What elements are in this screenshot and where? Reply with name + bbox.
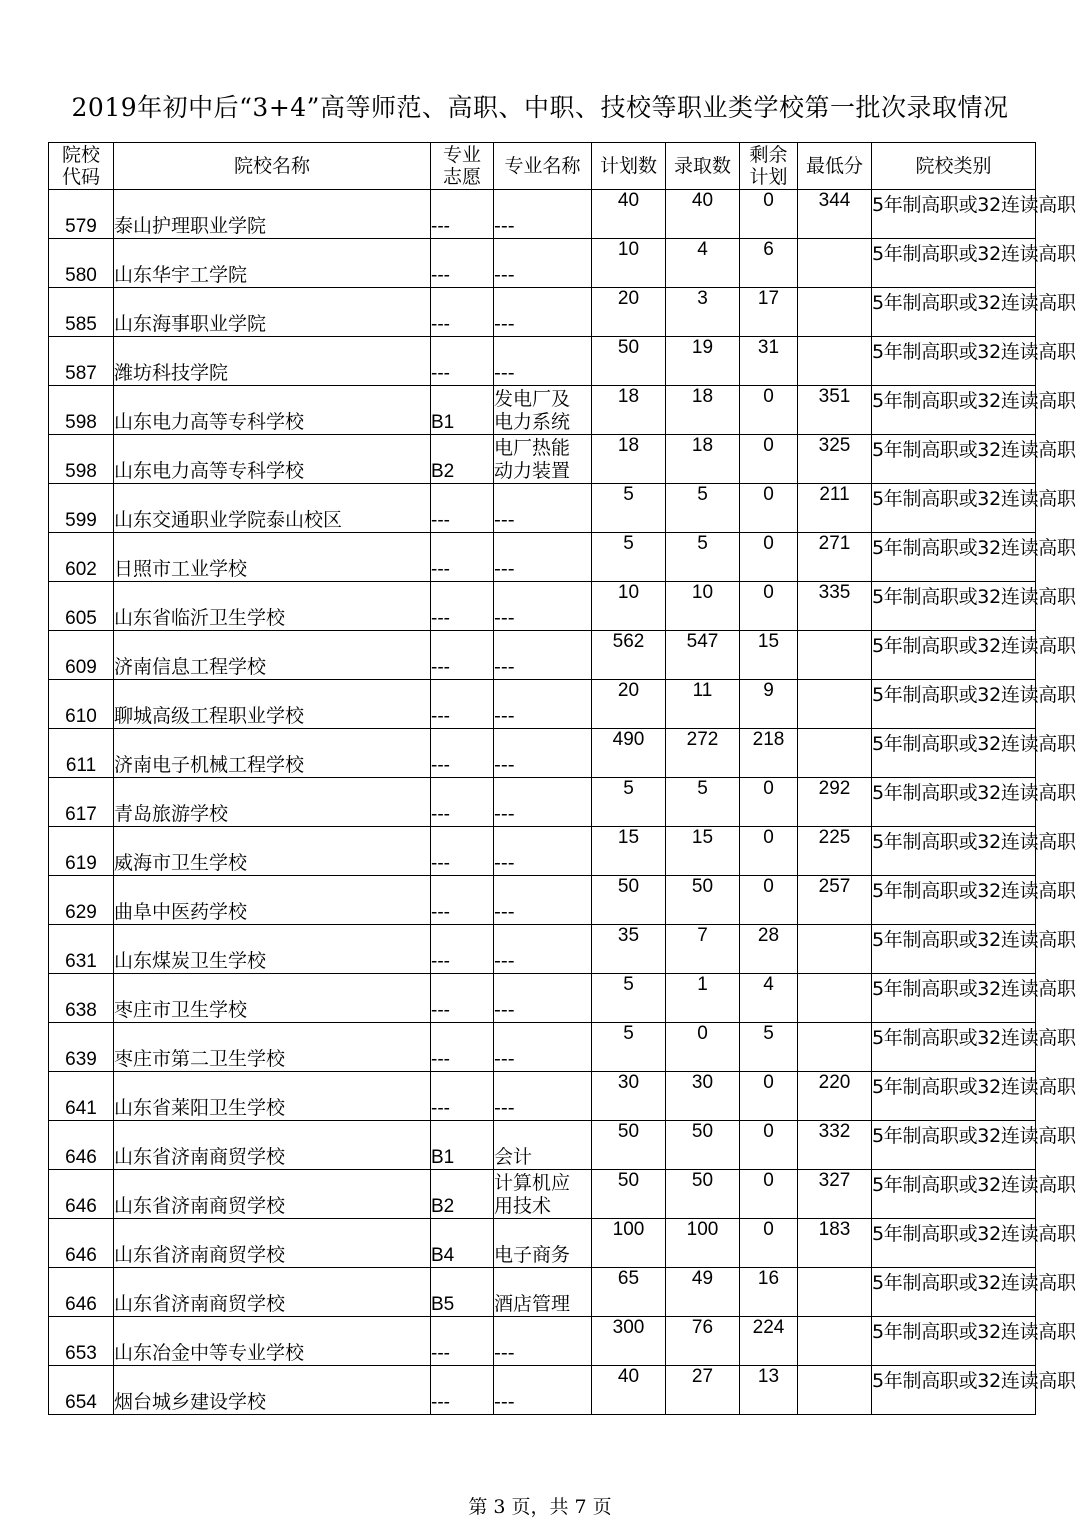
major-name-cell: --- [494,974,592,1023]
school-type-cell: 5年制高职或32连读高职 [872,1219,1036,1268]
major-choice-cell: --- [431,337,494,386]
plan-count-cell: 50 [592,876,666,925]
remaining-plan-cell: 9 [740,680,798,729]
plan-count-cell: 100 [592,1219,666,1268]
admitted-count-cell: 1 [666,974,740,1023]
school-code-cell: 646 [49,1268,114,1317]
major-choice-cell: B4 [431,1219,494,1268]
major-name-cell: --- [494,239,592,288]
major-choice-cell: --- [431,1072,494,1121]
school-name-cell: 青岛旅游学校 [114,778,431,827]
school-name-cell: 山东省济南商贸学校 [114,1268,431,1317]
major-choice-cell: --- [431,288,494,337]
school-code-cell: 587 [49,337,114,386]
school-name-cell: 山东电力高等专科学校 [114,435,431,484]
remaining-plan-cell: 4 [740,974,798,1023]
plan-count-cell: 50 [592,1170,666,1219]
remaining-plan-cell: 0 [740,190,798,239]
remaining-plan-cell: 0 [740,1072,798,1121]
remaining-plan-cell: 0 [740,827,798,876]
admitted-count-cell: 18 [666,386,740,435]
major-name-cell: --- [494,680,592,729]
min-score-cell: 211 [798,484,872,533]
school-type-cell: 5年制高职或32连读高职 [872,582,1036,631]
admitted-count-cell: 50 [666,1121,740,1170]
admitted-count-cell: 50 [666,876,740,925]
major-choice-cell: --- [431,533,494,582]
header-choice: 专业 志愿 [431,143,494,190]
school-name-cell: 枣庄市第二卫生学校 [114,1023,431,1072]
school-type-cell: 5年制高职或32连读高职 [872,1072,1036,1121]
school-name-cell: 山东电力高等专科学校 [114,386,431,435]
school-type-cell: 5年制高职或32连读高职 [872,876,1036,925]
school-code-cell: 602 [49,533,114,582]
school-type-cell: 5年制高职或32连读高职 [872,533,1036,582]
school-type-cell: 5年制高职或32连读高职 [872,435,1036,484]
admitted-count-cell: 4 [666,239,740,288]
major-name-cell: --- [494,337,592,386]
min-score-cell [798,680,872,729]
remaining-plan-cell: 17 [740,288,798,337]
major-name-cell: --- [494,631,592,680]
header-type: 院校类别 [872,143,1036,190]
min-score-cell: 225 [798,827,872,876]
school-code-cell: 585 [49,288,114,337]
table-row [49,533,1036,582]
major-choice-cell: B5 [431,1268,494,1317]
plan-count-cell: 10 [592,582,666,631]
plan-count-cell: 18 [592,386,666,435]
min-score-cell: 335 [798,582,872,631]
min-score-cell: 344 [798,190,872,239]
remaining-plan-cell: 0 [740,1121,798,1170]
min-score-cell: 327 [798,1170,872,1219]
school-name-cell: 山东省莱阳卫生学校 [114,1072,431,1121]
major-choice-cell: --- [431,778,494,827]
school-type-cell: 5年制高职或32连读高职 [872,1170,1036,1219]
school-type-cell: 5年制高职或32连读高职 [872,337,1036,386]
school-code-cell: 598 [49,386,114,435]
major-name-cell: --- [494,925,592,974]
table-row [49,582,1036,631]
min-score-cell [798,1268,872,1317]
school-code-cell: 653 [49,1317,114,1366]
major-name-cell: --- [494,729,592,778]
table-row [49,1219,1036,1268]
school-name-cell: 枣庄市卫生学校 [114,974,431,1023]
school-code-cell: 605 [49,582,114,631]
table-row [49,1121,1036,1170]
table-row [49,1317,1036,1366]
table-row [49,876,1036,925]
min-score-cell [798,631,872,680]
major-choice-cell: B2 [431,1170,494,1219]
remaining-plan-cell: 0 [740,1170,798,1219]
admitted-count-cell: 18 [666,435,740,484]
plan-count-cell: 50 [592,1121,666,1170]
table-row [49,778,1036,827]
min-score-cell: 183 [798,1219,872,1268]
table-row [49,729,1036,778]
school-type-cell: 5年制高职或32连读高职 [872,239,1036,288]
table-row [49,435,1036,484]
school-name-cell: 山东省济南商贸学校 [114,1219,431,1268]
table-row [49,239,1036,288]
major-name-cell: 发电厂及 电力系统 [494,386,592,435]
plan-count-cell: 20 [592,680,666,729]
major-name-cell: --- [494,1023,592,1072]
major-name-cell: --- [494,190,592,239]
table-row [49,190,1036,239]
school-type-cell: 5年制高职或32连读高职 [872,1268,1036,1317]
admitted-count-cell: 27 [666,1366,740,1415]
plan-count-cell: 40 [592,190,666,239]
admitted-count-cell: 272 [666,729,740,778]
admitted-count-cell: 547 [666,631,740,680]
major-choice-cell: --- [431,827,494,876]
plan-count-cell: 15 [592,827,666,876]
school-code-cell: 580 [49,239,114,288]
school-name-cell: 山东华宇工学院 [114,239,431,288]
table-row [49,288,1036,337]
school-code-cell: 617 [49,778,114,827]
plan-count-cell: 65 [592,1268,666,1317]
remaining-plan-cell: 31 [740,337,798,386]
plan-count-cell: 40 [592,1366,666,1415]
major-name-cell: 计算机应 用技术 [494,1170,592,1219]
school-code-cell: 654 [49,1366,114,1415]
school-type-cell: 5年制高职或32连读高职 [872,190,1036,239]
major-choice-cell: --- [431,680,494,729]
header-min-score: 最低分 [798,143,872,190]
min-score-cell [798,1366,872,1415]
admitted-count-cell: 5 [666,484,740,533]
admitted-count-cell: 5 [666,533,740,582]
plan-count-cell: 5 [592,974,666,1023]
remaining-plan-cell: 13 [740,1366,798,1415]
table-row [49,974,1036,1023]
major-choice-cell: --- [431,1023,494,1072]
header-remaining: 剩余 计划 [740,143,798,190]
admitted-count-cell: 50 [666,1170,740,1219]
school-code-cell: 646 [49,1219,114,1268]
remaining-plan-cell: 28 [740,925,798,974]
admitted-count-cell: 0 [666,1023,740,1072]
major-choice-cell: --- [431,582,494,631]
table-row [49,1072,1036,1121]
admitted-count-cell: 10 [666,582,740,631]
school-code-cell: 639 [49,1023,114,1072]
min-score-cell: 325 [798,435,872,484]
min-score-cell [798,288,872,337]
school-name-cell: 山东煤炭卫生学校 [114,925,431,974]
school-name-cell: 泰山护理职业学院 [114,190,431,239]
admitted-count-cell: 49 [666,1268,740,1317]
school-code-cell: 599 [49,484,114,533]
school-code-cell: 638 [49,974,114,1023]
major-name-cell: 电厂热能 动力装置 [494,435,592,484]
plan-count-cell: 490 [592,729,666,778]
min-score-cell: 292 [798,778,872,827]
major-choice-cell: --- [431,876,494,925]
school-name-cell: 山东冶金中等专业学校 [114,1317,431,1366]
school-type-cell: 5年制高职或32连读高职 [872,1023,1036,1072]
remaining-plan-cell: 0 [740,484,798,533]
min-score-cell: 220 [798,1072,872,1121]
major-choice-cell: --- [431,729,494,778]
admitted-count-cell: 15 [666,827,740,876]
major-choice-cell: --- [431,484,494,533]
min-score-cell [798,337,872,386]
school-name-cell: 曲阜中医药学校 [114,876,431,925]
plan-count-cell: 35 [592,925,666,974]
header-name: 院校名称 [114,143,431,190]
admitted-count-cell: 7 [666,925,740,974]
school-type-cell: 5年制高职或32连读高职 [872,631,1036,680]
header-admitted: 录取数 [666,143,740,190]
major-choice-cell: --- [431,974,494,1023]
school-type-cell: 5年制高职或32连读高职 [872,778,1036,827]
major-name-cell: --- [494,1072,592,1121]
table-row [49,827,1036,876]
major-choice-cell: B1 [431,1121,494,1170]
school-code-cell: 598 [49,435,114,484]
major-choice-cell: --- [431,190,494,239]
major-name-cell: --- [494,484,592,533]
plan-count-cell: 5 [592,533,666,582]
major-name-cell: 电子商务 [494,1219,592,1268]
admitted-count-cell: 19 [666,337,740,386]
major-name-cell: --- [494,533,592,582]
school-name-cell: 山东省济南商贸学校 [114,1121,431,1170]
header-plan: 计划数 [592,143,666,190]
table-row [49,631,1036,680]
remaining-plan-cell: 0 [740,435,798,484]
school-code-cell: 631 [49,925,114,974]
min-score-cell: 271 [798,533,872,582]
school-type-cell: 5年制高职或32连读高职 [872,288,1036,337]
remaining-plan-cell: 6 [740,239,798,288]
table-row [49,337,1036,386]
school-code-cell: 611 [49,729,114,778]
school-type-cell: 5年制高职或32连读高职 [872,1121,1036,1170]
admitted-count-cell: 30 [666,1072,740,1121]
major-choice-cell: B2 [431,435,494,484]
school-name-cell: 潍坊科技学院 [114,337,431,386]
major-choice-cell: --- [431,239,494,288]
table-row [49,680,1036,729]
table-row [49,1366,1036,1415]
school-code-cell: 646 [49,1170,114,1219]
school-code-cell: 646 [49,1121,114,1170]
school-code-cell: 619 [49,827,114,876]
plan-count-cell: 20 [592,288,666,337]
remaining-plan-cell: 0 [740,582,798,631]
major-name-cell: --- [494,1366,592,1415]
school-type-cell: 5年制高职或32连读高职 [872,680,1036,729]
school-name-cell: 济南电子机械工程学校 [114,729,431,778]
admitted-count-cell: 76 [666,1317,740,1366]
plan-count-cell: 5 [592,778,666,827]
admitted-count-cell: 100 [666,1219,740,1268]
major-name-cell: 会计 [494,1121,592,1170]
admitted-count-cell: 40 [666,190,740,239]
admitted-count-cell: 3 [666,288,740,337]
admission-table [48,142,1076,1415]
plan-count-cell: 5 [592,484,666,533]
min-score-cell: 257 [798,876,872,925]
school-name-cell: 聊城高级工程职业学校 [114,680,431,729]
school-type-cell: 5年制高职或32连读高职 [872,729,1036,778]
school-type-cell: 5年制高职或32连读高职 [872,386,1036,435]
remaining-plan-cell: 224 [740,1317,798,1366]
admitted-count-cell: 5 [666,778,740,827]
major-choice-cell: B1 [431,386,494,435]
school-type-cell: 5年制高职或32连读高职 [872,827,1036,876]
school-code-cell: 641 [49,1072,114,1121]
remaining-plan-cell: 16 [740,1268,798,1317]
remaining-plan-cell: 0 [740,778,798,827]
school-name-cell: 日照市工业学校 [114,533,431,582]
min-score-cell: 332 [798,1121,872,1170]
major-choice-cell: --- [431,1366,494,1415]
school-type-cell: 5年制高职或32连读高职 [872,1366,1036,1415]
admitted-count-cell: 11 [666,680,740,729]
table-row [49,1170,1036,1219]
header-code: 院校 代码 [49,143,114,190]
min-score-cell [798,974,872,1023]
school-code-cell: 579 [49,190,114,239]
school-name-cell: 山东交通职业学院泰山校区 [114,484,431,533]
major-name-cell: --- [494,1317,592,1366]
min-score-cell [798,1023,872,1072]
plan-count-cell: 300 [592,1317,666,1366]
plan-count-cell: 30 [592,1072,666,1121]
min-score-cell [798,729,872,778]
remaining-plan-cell: 5 [740,1023,798,1072]
remaining-plan-cell: 218 [740,729,798,778]
min-score-cell: 351 [798,386,872,435]
major-name-cell: --- [494,288,592,337]
remaining-plan-cell: 0 [740,876,798,925]
school-type-cell: 5年制高职或32连读高职 [872,1317,1036,1366]
page-title: 2019年初中后“3+4”高等师范、高职、中职、技校等职业类学校第一批次录取情况 [71,93,1009,122]
min-score-cell [798,239,872,288]
min-score-cell [798,1317,872,1366]
plan-count-cell: 562 [592,631,666,680]
table-row [49,1023,1036,1072]
major-name-cell: --- [494,582,592,631]
plan-count-cell: 10 [592,239,666,288]
major-name-cell: --- [494,778,592,827]
remaining-plan-cell: 0 [740,1219,798,1268]
page-footer: 第 3 页，共 7 页 [468,1496,612,1518]
table-body [49,190,1076,1415]
major-choice-cell: --- [431,925,494,974]
remaining-plan-cell: 0 [740,533,798,582]
remaining-plan-cell: 15 [740,631,798,680]
school-code-cell: 610 [49,680,114,729]
school-code-cell: 629 [49,876,114,925]
plan-count-cell: 18 [592,435,666,484]
major-name-cell: --- [494,876,592,925]
school-name-cell: 山东海事职业学院 [114,288,431,337]
min-score-cell [798,925,872,974]
school-type-cell: 5年制高职或32连读高职 [872,974,1036,1023]
remaining-plan-cell: 0 [740,386,798,435]
major-name-cell: 酒店管理 [494,1268,592,1317]
table-row [49,925,1036,974]
school-name-cell: 济南信息工程学校 [114,631,431,680]
major-choice-cell: --- [431,1317,494,1366]
table-row [49,1268,1036,1317]
school-type-cell: 5年制高职或32连读高职 [872,484,1036,533]
header-major: 专业名称 [494,143,592,190]
school-code-cell: 609 [49,631,114,680]
table-row [49,386,1036,435]
major-choice-cell: --- [431,631,494,680]
plan-count-cell: 5 [592,1023,666,1072]
school-name-cell: 威海市卫生学校 [114,827,431,876]
school-name-cell: 山东省济南商贸学校 [114,1170,431,1219]
table-header-row [49,143,1036,190]
school-name-cell: 山东省临沂卫生学校 [114,582,431,631]
school-name-cell: 烟台城乡建设学校 [114,1366,431,1415]
major-name-cell: --- [494,827,592,876]
plan-count-cell: 50 [592,337,666,386]
table-row [49,484,1036,533]
school-type-cell: 5年制高职或32连读高职 [872,925,1036,974]
